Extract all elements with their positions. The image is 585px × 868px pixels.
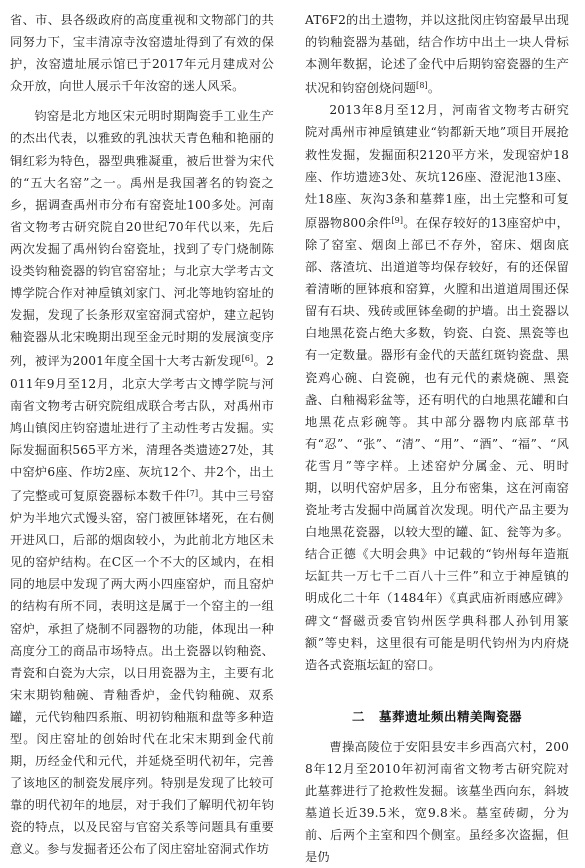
paragraph-shenhou-text-b: 。在保存较好的13座窑炉中，除了窑室、烟囱上部已不存外，窑床、烟囱底部、落渣坑、出道道等均保存较好，有的还保留着清晰的匣钵痕和窑算，火膛和出道道周围还保留有石块、残砖或匣钵垒砌的护墙。出土瓷器以白地黑花瓷占绝大多数，钧瓷、白瓷、黑瓷等也有一定数量。器形有金代的天蓝红斑钧瓷盘、黑瓷鸡心碗、白瓷碗，也有元代的素烧碗、黑瓷盏、白釉褐彩盆等，还有明代的白地黑花罐和白地黑花点彩碗等。其中部分器物内底部草书有“忍”、“张”、“清”、“用”、“酒”、“福”、“风花雪月”等字样。上述窑炉分属金、元、明时期，以明代窑炉居多，且分布密集，这在河南窑瓷址考古发掘中尚属首次发现。明代产品主要为白地黑花瓷器，以较大型的罐、缸、瓮等为多。结合正德《大明会典》中记载的“钧州每年造瓶坛缸共一万七千二百八十三件”和立于神垕镇的明成化二十年（1484年）《真武庙祈雨感应碑》碑文“督磁贡委官钧州医学典科郡人孙钊用篆额”等史料，这里很有可能是明代钧州为内府烧造各式瓷瓶坛缸的窑口。 xyxy=(305,215,569,672)
right-column xyxy=(305,9,569,868)
section-heading xyxy=(305,706,569,728)
citation-ref-9: [9] xyxy=(391,215,404,225)
left-column xyxy=(10,9,274,861)
section-title: 墓葬遗址频出精美陶瓷器 xyxy=(379,708,523,724)
paragraph-workshop-finds-end: 。 xyxy=(427,81,441,96)
paragraph-workshop-finds-text: AT6F2的出土遗物，并以这批闵庄钧窑最早出现的钧釉瓷器为基础，结合作坊中出土一块人骨标本测年数据，论述了金代中后期钧窑瓷器的生产状况和钧窑创烧问题 xyxy=(305,13,569,96)
paragraph-jun-kiln-text-a: 钧窑是北方地区宋元明时期陶瓷手工业生产的杰出代表，以雅致的乳浊状天青色釉和艳丽的铜红彩为特色，器型典雅凝重，被后世誉为宋代的“五大名窑”之一。禹州是我国著名的钧瓷之乡，据调查禹州市分布有窑瓷址100多处。河南省文物考古研究院自20世纪70年代以来，先后两次发掘了禹州钧台窑瓷址，找到了专门烧制陈设类钧釉瓷器的钧官窑窑址；与北京大学考古文博学院合作对神垕镇刘家门、河北等地钧窑址的发掘，发现了长条形双室窑洞式窑炉，建立起钧釉瓷器从北宋晚期出现至金元时期的发展演变序列，被评为2001年度全国十大考古新发现 xyxy=(10,109,274,369)
paragraph-jun-kiln xyxy=(10,105,274,860)
citation-ref-8: [8] xyxy=(416,81,428,91)
section-number: 二 xyxy=(351,708,365,724)
paragraph-ru-kiln-conclusion: 省、市、县各级政府的高度重视和文物部门的共同努力下，宝丰清凉寺汝窑遗址得到了有效的保护，汝窑遗址展示馆已于2017年元月建成对公众开放，向世人展示千年汝窑的迷人风采。 xyxy=(10,13,274,94)
paragraph-jun-kiln-text-b: 。2011年9月至12月，北京大学考古文博学院与河南省文物考古研究院组成联合考古队，对禹州市鸠山镇闵庄钧窑遗址进行了主动性考古发掘。实际发掘面积565平方米，清理各类遗迹27处，其中窑炉6座、作坊2座、灰坑12个、井2个，出土了完整或可复原瓷器标本数千件 xyxy=(10,354,274,503)
paragraph-cao-cao-tomb: 曹操高陵位于安阳县安丰乡西高穴村，2008年12月至2010年初河南省文物考古研究院对此墓葬进行了抢救性发掘。该墓坐西向东，斜坡墓道长近39.5米，宽9.8米。墓室砖砌，分为前、后两个主室和四个侧室。虽经多次盗掘，但是仍 xyxy=(305,739,569,865)
paragraph-gap xyxy=(305,728,569,736)
paragraph-shenhou-text-a: 2013年8月至12月，河南省文物考古研究院对禹州市神垕镇建业“钧都新天地”项目开展抢救性发掘，发掘面积2120平方米，发现窑炉18座、作坊遗迹3处、灰坑126座、澄泥池13座、灶18座、灰沟3条和墓葬1座，出土完整和可复原器物800余件 xyxy=(305,103,569,230)
paragraph-workshop-finds xyxy=(305,9,569,99)
citation-ref-7: [7] xyxy=(186,488,199,498)
paragraph-jun-kiln-text-c: 。其中三号窑炉为半地穴式馒头窑，窑门被匣钵堵死，在右侧开进风口，后部的烟囱较小，为此前北方地区未见的窑炉结构。在C区一个不大的区域内，在相同的地层中发现了两大两小四座窑炉，而且窑炉的结构有所不同，表明这是属于一个窑主的一组窑炉，承担了烧制不同器物的功能，体现出一种高度分工的商品市场特点。出土瓷器以钧釉瓷、青瓷和白瓷为大宗，以日用瓷器为主，主要有北宋末期钧釉碗、青釉香炉，金代钧釉碗、双系罐，元代钧釉四系瓶、明初钧釉瓶和盘等多种造型。闵庄窑址的创始时代在北宋末期到金代前期，历经金代和元代，并延烧至明代初年，完善了该地区的制瓷发展序列。特别是发现了比较可靠的明代初年的地层，对于我们了解明代初年钧瓷的特点，以及民窑与官窑关系等问题具有重要意义。参与发掘者还公布了闵庄窑址窑洞式作坊 xyxy=(10,488,274,857)
paragraph-shenhou-excavation xyxy=(305,99,569,675)
citation-ref-6: [6] xyxy=(241,354,254,364)
paragraph-gap xyxy=(10,97,274,105)
section-gap xyxy=(305,676,569,706)
